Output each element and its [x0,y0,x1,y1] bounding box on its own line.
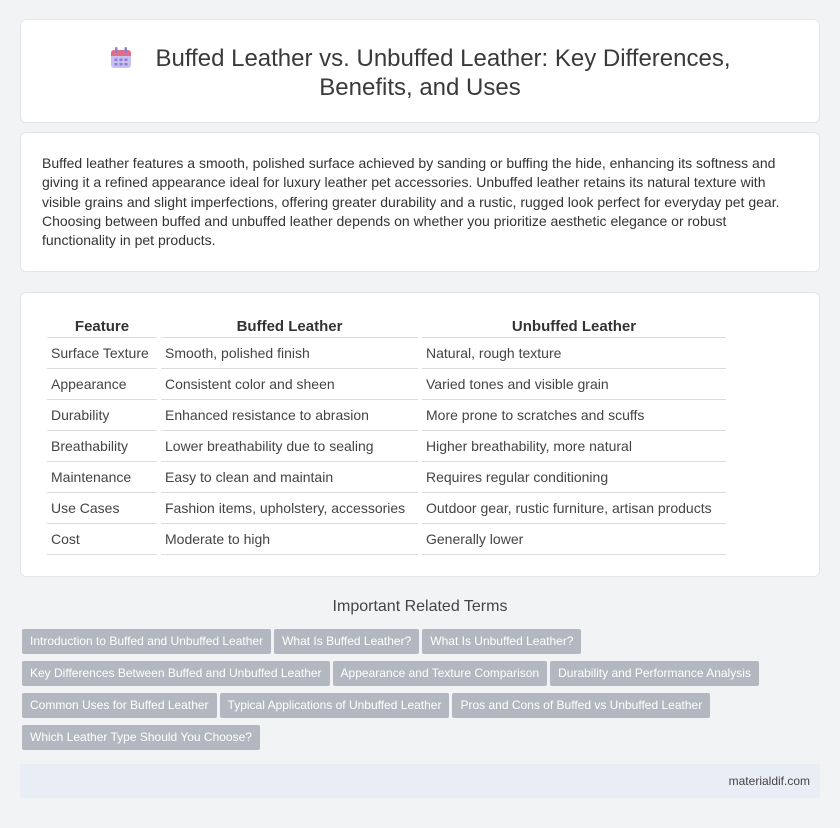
comparison-table [43,316,730,555]
intro-paragraph: Buffed leather features a smooth, polished surface achieved by sanding or buffing the hide, enhancing its softness and giving it a refined appearance ideal for luxury leather pet accessories. Unbuffed leather retains its natural texture with visible grains and slight imperfections, offering greater durability and a rustic, rugged look perfect for everyday pet gear. Choosing between buffed and unbuffed leather depends on whether you prioritize aesthetic elegance or robust functionality in pet products. [42,155,780,249]
related-term-link[interactable]: Common Uses for Buffed Leather [22,693,217,718]
related-term-link[interactable]: Key Differences Between Buffed and Unbuffed Leather [22,661,330,686]
cell-feature: Maintenance [47,462,157,493]
cell-buffed: Lower breathability due to sealing [161,431,418,462]
cell-buffed: Enhanced resistance to abrasion [161,400,418,431]
related-term-link[interactable]: Which Leather Type Should You Choose? [22,725,260,750]
calendar-icon [109,46,133,70]
related-term-link[interactable]: What Is Unbuffed Leather? [422,629,581,654]
cell-feature: Appearance [47,369,157,400]
cell-unbuffed: Generally lower [422,524,726,555]
page-title-wrap [21,44,819,102]
cell-feature: Surface Texture [47,338,157,369]
table-row [47,400,726,431]
header-unbuffed: Unbuffed Leather [422,316,726,338]
cell-feature: Cost [47,524,157,555]
related-terms-list [22,629,802,757]
related-term-link[interactable]: Introduction to Buffed and Unbuffed Leather [22,629,271,654]
related-term-link[interactable]: Typical Applications of Unbuffed Leather [220,693,450,718]
cell-feature: Use Cases [47,493,157,524]
footer-site-link[interactable]: materialdif.com [728,774,810,788]
table-row [47,338,726,369]
cell-buffed: Moderate to high [161,524,418,555]
header-feature: Feature [47,316,157,338]
related-term-link[interactable]: Durability and Performance Analysis [550,661,759,686]
table-row [47,493,726,524]
cell-feature: Durability [47,400,157,431]
table-row [47,431,726,462]
cell-unbuffed: Requires regular conditioning [422,462,726,493]
header-buffed: Buffed Leather [161,316,418,338]
related-term-link[interactable]: What Is Buffed Leather? [274,629,419,654]
cell-buffed: Consistent color and sheen [161,369,418,400]
cell-unbuffed: More prone to scratches and scuffs [422,400,726,431]
cell-unbuffed: Varied tones and visible grain [422,369,726,400]
cell-unbuffed: Outdoor gear, rustic furniture, artisan products [422,493,726,524]
table-row [47,524,726,555]
table-row [47,462,726,493]
cell-unbuffed: Natural, rough texture [422,338,726,369]
comparison-card [20,292,820,577]
cell-buffed: Fashion items, upholstery, accessories [161,493,418,524]
page-title: Buffed Leather vs. Unbuffed Leather: Key Differences, Benefits, and Uses [155,45,731,101]
intro-card [20,132,820,272]
title-card [20,19,820,123]
cell-buffed: Smooth, polished finish [161,338,418,369]
table-row [47,369,726,400]
cell-unbuffed: Higher breathability, more natural [422,431,726,462]
related-term-link[interactable]: Pros and Cons of Buffed vs Unbuffed Leather [452,693,710,718]
table-header-row [47,316,726,338]
related-term-link[interactable]: Appearance and Texture Comparison [333,661,548,686]
footer [20,764,820,798]
related-terms-heading: Important Related Terms [332,598,508,615]
cell-buffed: Easy to clean and maintain [161,462,418,493]
cell-feature: Breathability [47,431,157,462]
